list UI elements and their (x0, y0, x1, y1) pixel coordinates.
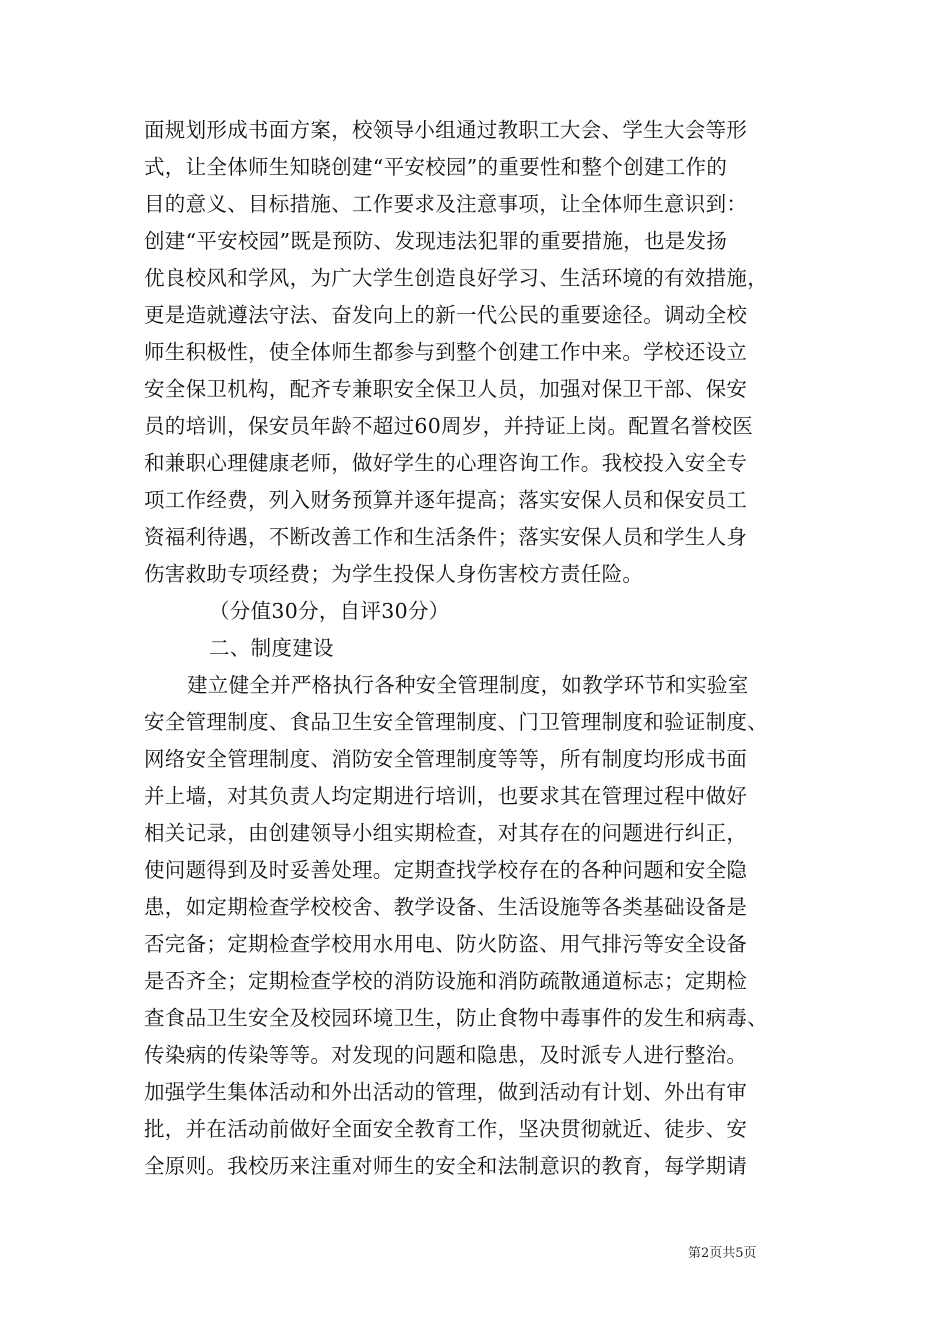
text-line: 创建“平安校园”既是预防、发现违法犯罪的重要措施，也是发扬 (144, 229, 728, 253)
text-line: 伤害救助专项经费；为学生投保人身伤害校方责任险。 (144, 562, 644, 586)
page-number: 第2页共5页 (688, 1246, 757, 1261)
text-line: 是否齐全；定期检查学校的消防设施和消防疏散通道标志；定期检 (144, 969, 748, 993)
text-line: 全原则。我校历来注重对师生的安全和法制意识的教育，每学期请 (144, 1154, 748, 1178)
text-line: 项工作经费，列入财务预算并逐年提高；落实安保人员和保安员工 (144, 488, 748, 512)
text-line: 查食品卫生安全及校园环境卫生，防止食物中毒事件的发生和病毒、 (144, 1006, 768, 1030)
text-line: 安全管理制度、食品卫生安全管理制度、门卫管理制度和验证制度、 (144, 710, 768, 734)
text-line: 网络安全管理制度、消防安全管理制度等等，所有制度均形成书面 (144, 747, 748, 771)
score-line: （分值30分，自评30分） (209, 599, 450, 623)
paragraph-start: 建立健全并严格执行各种安全管理制度，如教学环节和实验室 (187, 673, 749, 697)
text-line: 相关记录，由创建领导小组实期检查，对其存在的问题进行纠正， (144, 821, 748, 845)
text-line: 资福利待遇，不断改善工作和生活条件；落实安保人员和学生人身 (144, 525, 748, 549)
text-line: 否完备；定期检查学校用水用电、防火防盗、用气排污等安全设备 (144, 932, 748, 956)
text-line: 批，并在活动前做好全面安全教育工作，坚决贯彻就近、徒步、安 (144, 1117, 748, 1141)
text-line: 加强学生集体活动和外出活动的管理，做到活动有计划、外出有审 (144, 1080, 748, 1104)
text-line: 员的培训，保安员年龄不超过60周岁，并持证上岗。配置名誉校医 (144, 414, 754, 438)
text-line: 优良校风和学风，为广大学生创造良好学习、生活环境的有效措施， (144, 266, 768, 290)
text-line: 患，如定期检查学校校舍、教学设备、生活设施等各类基础设备是 (144, 895, 748, 919)
text-line: 传染病的传染等等。对发现的问题和隐患，及时派专人进行整治。 (144, 1043, 748, 1067)
text-line: 师生积极性，使全体师生都参与到整个创建工作中来。学校还设立 (144, 340, 748, 364)
text-line: 使问题得到及时妥善处理。定期查找学校存在的各种问题和安全隐 (144, 858, 748, 882)
section-heading: 二、制度建设 (209, 636, 334, 660)
text-line: 目的意义、目标措施、工作要求及注意事项，让全体师生意识到： (144, 192, 748, 216)
text-line: 和兼职心理健康老师，做好学生的心理咨询工作。我校投入安全专 (144, 451, 748, 475)
text-line: 面规划形成书面方案，校领导小组通过教职工大会、学生大会等形 (144, 118, 748, 142)
body-text (144, 112, 824, 1185)
text-line: 更是造就遵法守法、奋发向上的新一代公民的重要途径。调动全校 (144, 303, 748, 327)
text-line: 安全保卫机构，配齐专兼职安全保卫人员，加强对保卫干部、保安 (144, 377, 748, 401)
text-line: 并上墙，对其负责人均定期进行培训，也要求其在管理过程中做好 (144, 784, 748, 808)
text-line: 式，让全体师生知晓创建“平安校园”的重要性和整个创建工作的 (144, 155, 728, 179)
